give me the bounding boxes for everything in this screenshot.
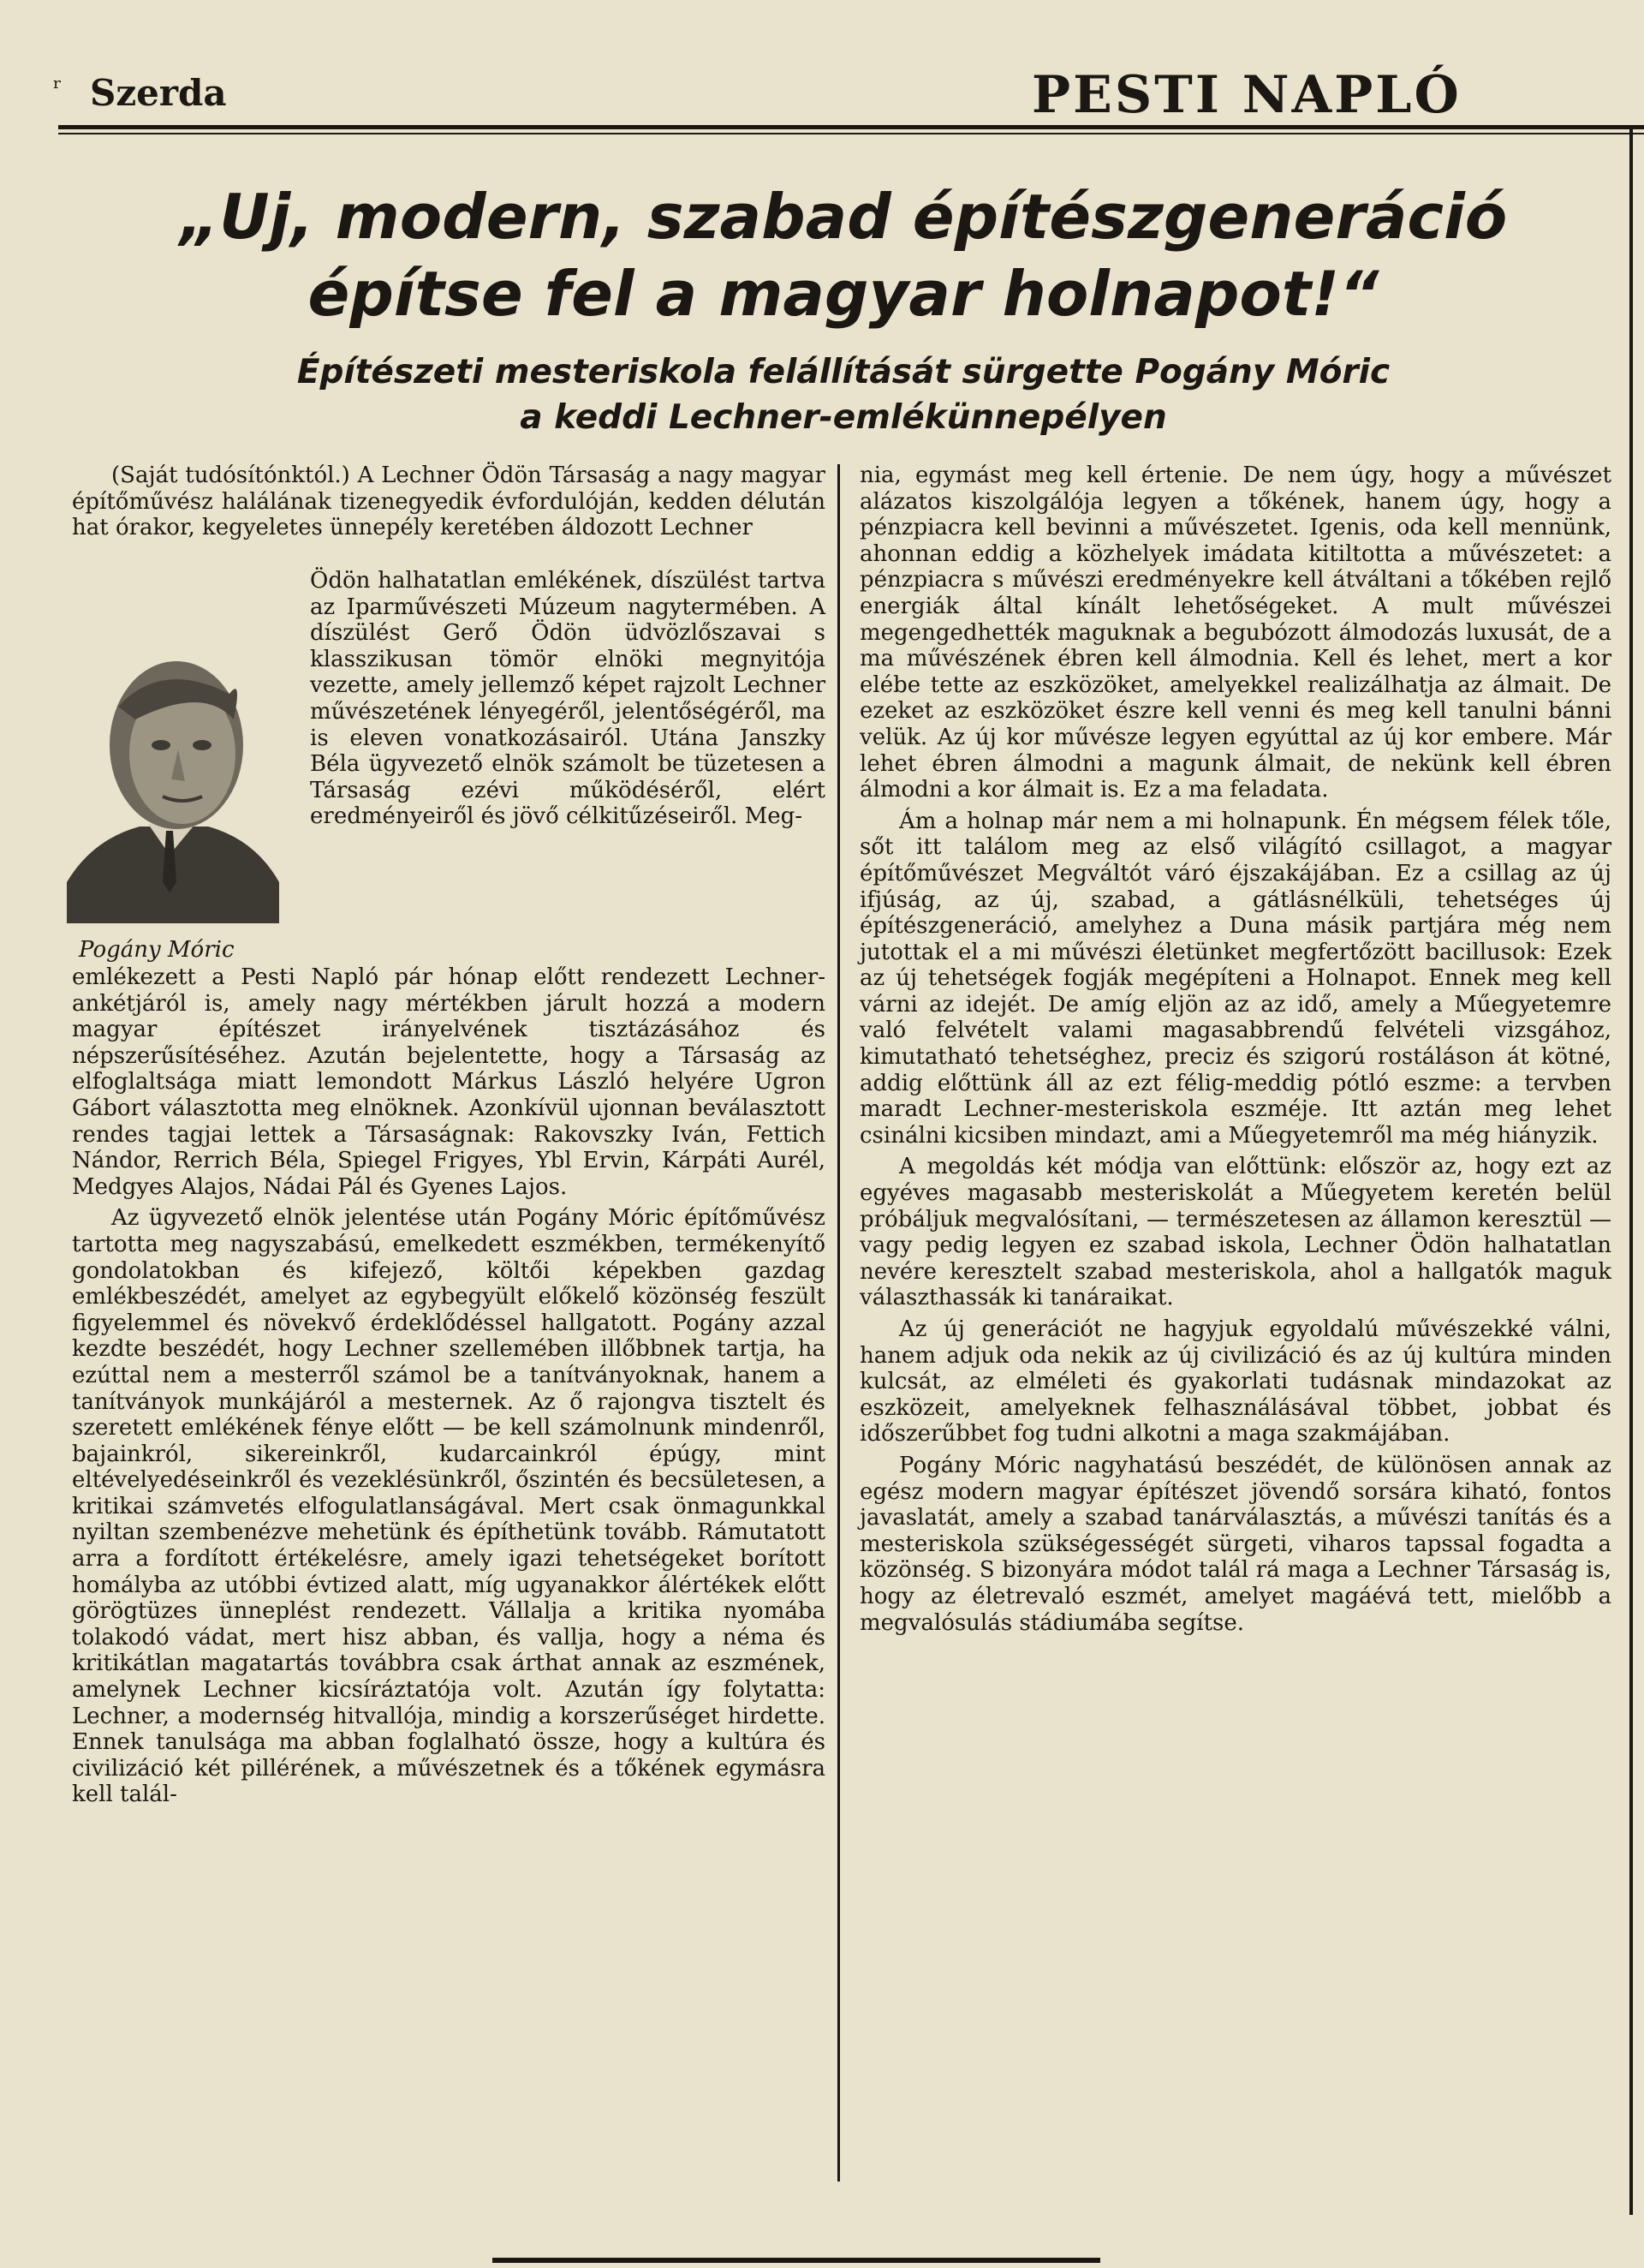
portrait-photo <box>58 625 286 923</box>
masthead-day: Szerda <box>90 72 227 114</box>
subhead-line-2: a keddi Lechner-emlékünnepélyen <box>520 398 1167 437</box>
masthead-rule <box>58 125 1644 129</box>
paragraph-intro-wrap: Ödön halhatatlan emlékének, díszülést tartva az Iparművészeti Múzeum nagytermében. A díszülést Gerő Ödön üdvözlőszavai s klasszikusan tömör elnöki megnyitója vezette, amely jellemző képet rajzolt Lechner művészetének lényegéről, jelentőségéről, ma is eleven vonatkozásairól. Utána Janszky Béla ügyvezető elnök számolt be tüzetesen a Társaság ezévi működéséről, elért eredményeiről és jövő célkitűzéseiről. Meg- <box>310 568 825 830</box>
left-column-wrap-text <box>310 568 825 830</box>
paragraph-intro-rest: emlékezett a Pesti Napló pár hónap előtt rendezett Lechner-ankétjáról is, amely nagy mértékben járult hozzá a modern magyar építészet irányelvének tisztázásához és népszerűsítéséhez. Azután bejelentette, hogy a Társaság az elfoglaltsága miatt lemondott Márkus László helyére Ugron Gábort választotta meg elnöknek. Azonkívül ujonnan beválasztott rendes tagjai lettek a Társaságnak: Rakovszky Iván, Fettich Nándor, Rerrich Béla, Spiegel Frigyes, Ybl Ervin, Kárpáti Aurél, Medgyes Alajos, Nádai Pál és Gyenes Lajos. <box>72 964 825 1200</box>
masthead-title: PESTI NAPLÓ <box>1032 65 1462 125</box>
headline-line-2: építse fel a magyar holnapot!“ <box>307 258 1379 330</box>
article-subhead <box>60 349 1627 440</box>
subhead-line-1: Építészeti mesteriskola felállítását sürgette Pogány Móric <box>296 353 1391 391</box>
bottom-rule <box>492 2258 1100 2263</box>
masthead-rule-thin <box>58 133 1644 134</box>
paragraph-intro-top: (Saját tudósítónktól.) A Lechner Ödön Társaság a nagy magyar építőművész halálának tizenegyedik évfordulóján, kedden délután hat órakor, kegyeletes ünnepély keretében áldozott Lechner <box>72 463 825 541</box>
corner-crop-mark: ʳ <box>53 74 63 104</box>
right-column-body <box>860 463 1611 1636</box>
paragraph-speech-start: Az ügyvezető elnök jelentése után Pogány Móric építőművész tartotta meg nagyszabású, emelkedett eszmékben, termékenyítő gondolatokban és kifejező, költői képekben gazdag emlékbeszédét, amelyet az egybegyült előkelő közönség feszült figyelemmel és növekvő érdeklődéssel hallgatott. Pogány azzal kezdte beszédét, hogy Lechner szellemében illőbbnek tartja, ha ezúttal nem a mesterről számol be a tanítványoknak, hanem a tanítványok munkájáról a mesternek. Az ő rajongva tisztelt és szeretett emlékének fénye előtt — be kell számolnunk mindenről, bajainkról, sikereinkről, kudarcainkról épúgy, mint eltévelyedéseinkről és vezeklésünkről, őszintén és becsületesen, a kritikai számvetés elfogulatlanságával. Mert csak önmagunkkal nyiltan szembenézve mehetünk és építhetünk tovább. Rámutatott arra a fordított értékelésre, amely igazi tehetségeket borított homályba az utóbbi évtized alatt, míg ugyanakkor álértékek előtt görögtüzes ünneplést rendezett. Vállalja a kritika nyomába tolakodó vádat, mert hisz abban, és vallja, hogy a néma és kritikátlan magatartás továbbra csak árthat annak az eszmének, amelynek Lechner kicsíráztatója volt. Azután így folytatta: Lechner, a modernség hitvallója, mindig a korszerűséget hirdette. Ennek tanulsága ma abban foglalható össze, hogy a kultúra és civilizáció két pillérének, a művészetnek és a tőkének egymásra kell talál- <box>72 1205 825 1808</box>
paragraph-new-generation: Az új generációt ne hagyjuk egyoldalú művészekké válni, hanem adjuk oda nekik az új civilizáció és az új kultúra minden kulcsát, az elméleti és gyakorlati tudásnak mindazokat az eszközeit, amelyeknek felhasználásával többet, jobbat és időszerűbbet fog tudni alkotni a maga szakmájában. <box>860 1316 1611 1447</box>
left-column-body <box>72 964 825 1808</box>
paragraph-conclusion: Pogány Móric nagyhatású beszédét, de különösen annak az egész modern magyar építészet jövendő sorsára kiható, fontos javaslatát, amely a szabad tanárválasztás, a művészi tanítás és a mesteriskola szükségességét sürgeti, viharos tapssal fogadta a közönség. S bizonyára módot talál rá maga a Lechner Társaság is, hogy az életrevaló eszmét, amelyet magáévá tett, mielőbb a megvalósulás stádiumába segítse. <box>860 1452 1611 1636</box>
paragraph-tomorrow: Ám a holnap már nem a mi holnapunk. Én mégsem félek tőle, sőt itt találom meg az első világító csillagot, a magyar építőművészet Megváltót váró éjszakájában. Ez a csillag az új ifjúság, az új, szabad, a gátlásnélküli, tehetséges új építészgeneráció, amelyhez a Duna másik partjára még nem jutottak el a mi művészi életünket megfertőzött bacillusok: Ezek az új tehetségek fogják megépíteni a Holnapot. Ennek meg kell várni az idejét. De amíg eljön az az idő, amely a Műegyetemre való felvételt valami magasabbrendű felvételi vizsgához, kimutatható tehetséghez, preciz és szigorú rostáláson át kötné, addig előttünk áll az ezt félig-meddig pótló eszme: a tervben maradt Lechner-mesteriskola eszméje. Itt aztán meg lehet csinálni kicsiben mindazt, ami a Műegyetemről ma még hiányzik. <box>860 808 1611 1149</box>
article-headline <box>60 178 1627 332</box>
paragraph-speech-continued: nia, egymást meg kell értenie. De nem úgy, hogy a művészet alázatos kiszolgálója legyen a tőkének, hanem úgy, hogy a pénzpiacra kell bevinni a művészetet. Igenis, oda kell mennünk, ahonnan eddig a közhelyek imádata kitiltotta a művészetet: a pénzpiacra s művészi eredményekre kell átváltani a tőkében rejlő energiák által kínált lehetőségeket. A mult művészei megengedhették maguknak a begubózott álmodozás luxusát, de a ma művészének ébren kell álmodnia. Kell és lehet, mert a kor elébe tette az eszközöket, amelyekkel realizálhatja az álmait. De ezeket az eszközöket észre kell venni és meg kell tanulni bánni velük. Az új kor művésze legyen egyúttal az új kor embere. Már lehet ébren álmodni a magunk álmait, de nekünk kell ébren álmodni a kor álmait is. Ez a ma feladata. <box>860 463 1611 803</box>
headline-line-1: „Uj, modern, szabad építészgeneráció <box>179 181 1508 253</box>
photo-caption: Pogány Móric <box>79 937 235 963</box>
paragraph-solution: A megoldás két módja van előttünk: először az, hogy ezt az egyéves magasabb mesteriskolát a Műegyetem keretén belül próbáljuk megvalósítani, — természetesen az államon keresztül — vagy pedig legyen ez szabad iskola, Lechner Ödön halhatatlan nevére keresztelt szabad mesteriskola, ahol a hallgatók maguk választhassák ki tanáraikat. <box>860 1154 1611 1311</box>
left-column-intro <box>72 463 825 541</box>
column-divider <box>837 464 840 2181</box>
page-frame-right <box>1629 125 1633 2215</box>
